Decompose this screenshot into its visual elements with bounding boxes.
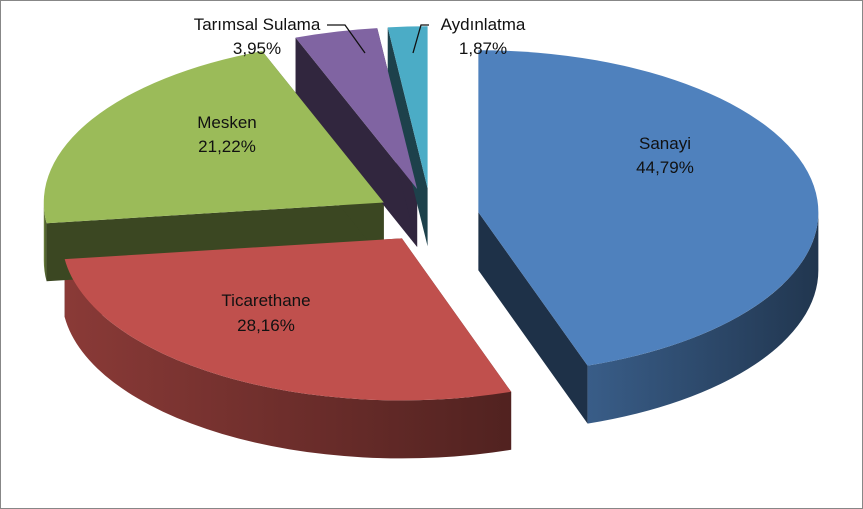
slice-label: Mesken bbox=[197, 113, 257, 132]
slice-value-label: 3,95% bbox=[232, 39, 282, 58]
slice-label: Sanayi bbox=[639, 134, 691, 153]
slice-label: Tarımsal Sulama bbox=[193, 15, 321, 34]
pie-chart bbox=[1, 1, 862, 508]
slice-label: Aydınlatma bbox=[440, 15, 526, 34]
slice-value-label: 28,16% bbox=[237, 316, 295, 335]
slice-value-label: 1,87% bbox=[458, 39, 508, 58]
slice-value-label: 44,79% bbox=[636, 158, 694, 177]
slice-value-label: 21,22% bbox=[198, 137, 256, 156]
slice-label: Ticarethane bbox=[221, 291, 311, 310]
